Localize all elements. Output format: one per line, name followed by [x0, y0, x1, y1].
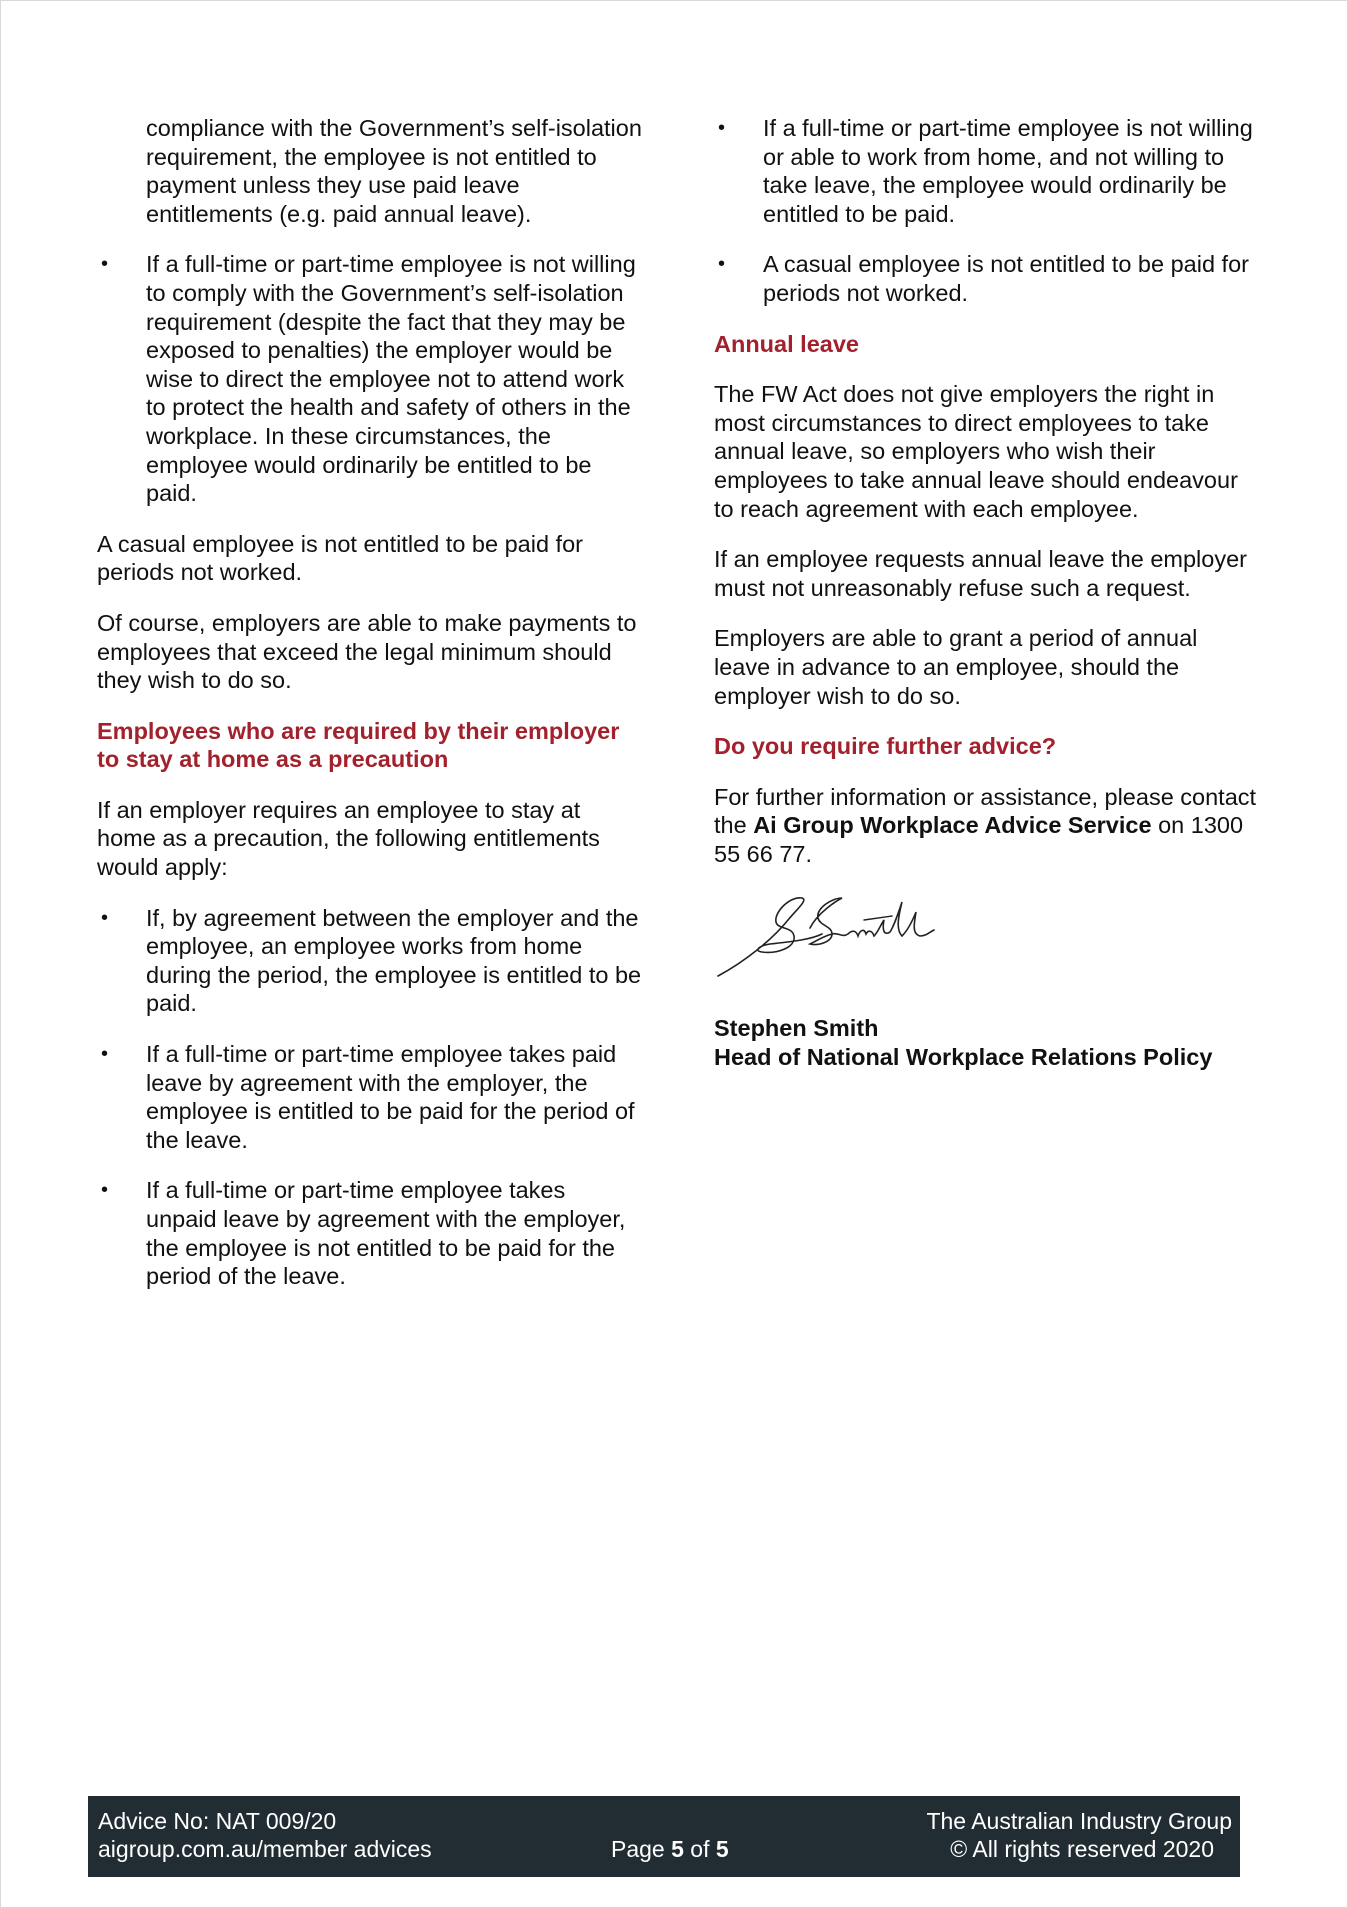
bullet-item	[97, 904, 642, 1018]
advice-number: Advice No: NAT 009/20	[98, 1808, 337, 1834]
annual-leave-paragraph: If an employee requests annual leave the employer must not unreasonably refuse such a request.	[714, 546, 1247, 601]
bullet-text: If a full-time or part-time employee is not willing to comply with the Government’s self-isolation requirement (despite the fact that they may be exposed to penalties) the employer would be wise to direct the employee not to attend work to protect the health and safety of others in the workplace. In these circumstances, the employee would ordinarily be entitled to be paid.	[146, 251, 636, 507]
bullet-text: If, by agreement between the employer and the employee, an employee works from home during the period, the employee is entitled to be paid.	[146, 904, 642, 1017]
advice-service-name: Ai Group Workplace Advice Service	[753, 812, 1152, 839]
continued-bullet-text: compliance with the Government’s self-isolation requirement, the employee is not entitled to payment unless they use paid leave entitlements (e.g. paid annual leave).	[146, 115, 642, 227]
bullet-item	[97, 1176, 642, 1290]
further-advice-heading: Do you require further advice?	[714, 733, 1057, 760]
footer-right	[926, 1807, 1232, 1863]
total-pages: 5	[715, 1836, 729, 1862]
bullet-item	[97, 250, 642, 507]
casual-employee-paragraph: A casual employee is not entitled to be paid for periods not worked.	[97, 530, 583, 586]
current-page: 5	[671, 1836, 684, 1862]
bullet-item	[714, 250, 1259, 307]
signature-image	[714, 890, 944, 990]
left-column	[97, 114, 642, 1313]
bullet-icon: •	[718, 117, 726, 139]
self-isolation-bullet-list	[97, 250, 642, 507]
bullet-text: A casual employee is not entitled to be paid for periods not worked.	[763, 251, 1249, 306]
bullet-icon: •	[718, 253, 726, 276]
page-label: Page	[611, 1836, 672, 1862]
annual-leave-paragraph: The FW Act does not give employers the right in most circumstances to direct employees to take annual leave, so employers who wish their employees to take annual leave should endeavour to reach agreement with each employee.	[714, 381, 1238, 522]
bullet-text: If a full-time or part-time employee takes paid leave by agreement with the employer, the employee is entitled to be paid for the period of the leave.	[146, 1041, 635, 1153]
contact-paragraph	[714, 783, 1259, 869]
page-of-label: of	[683, 1836, 716, 1862]
bullet-icon: •	[101, 1043, 109, 1066]
precaution-bullet-list	[97, 904, 642, 1291]
page-number	[611, 1835, 729, 1863]
website-link[interactable]: aigroup.com.au/member advices	[98, 1836, 432, 1862]
organisation-name: The Australian Industry Group	[926, 1808, 1232, 1834]
footer-left	[98, 1807, 432, 1863]
annual-leave-paragraph: Employers are able to grant a period of annual leave in advance to an employee, should the employer wish to do so.	[714, 625, 1198, 709]
work-from-home-bullet-list	[714, 114, 1259, 308]
contact-phone: on 1300 55 66 77.	[714, 812, 1244, 867]
annual-leave-heading: Annual leave	[714, 330, 859, 357]
bullet-text: If a full-time or part-time employee takes unpaid leave by agreement with the employer, the employee is not entitled to be paid for the period of the leave.	[146, 1177, 626, 1290]
contact-intro: For further information or assistance, please contact the	[714, 783, 1257, 839]
precaution-heading: Employees who are required by their employer to stay at home as a precaution	[97, 717, 620, 773]
precaution-paragraph: If an employer requires an employee to stay at home as a precaution, the following entitlements would apply:	[97, 796, 600, 881]
signer-name: Stephen Smith	[714, 1015, 879, 1042]
right-column	[714, 114, 1259, 1072]
bullet-icon: •	[101, 906, 109, 929]
bullet-icon: •	[101, 253, 109, 276]
bullet-icon: •	[101, 1179, 109, 1202]
bullet-item	[97, 1040, 642, 1154]
signer-title: Head of National Workplace Relations Policy	[714, 1044, 1213, 1071]
bullet-item	[714, 114, 1259, 228]
payments-paragraph: Of course, employers are able to make payments to employees that exceed the legal minimum should they wish to do so.	[97, 609, 637, 694]
page-footer	[88, 1796, 1240, 1877]
copyright-notice: © All rights reserved 2020	[950, 1836, 1214, 1862]
bullet-text: If a full-time or part-time employee is not willing or able to work from home, and not willing to take leave, the employee would ordinarily be entitled to be paid.	[763, 115, 1253, 227]
